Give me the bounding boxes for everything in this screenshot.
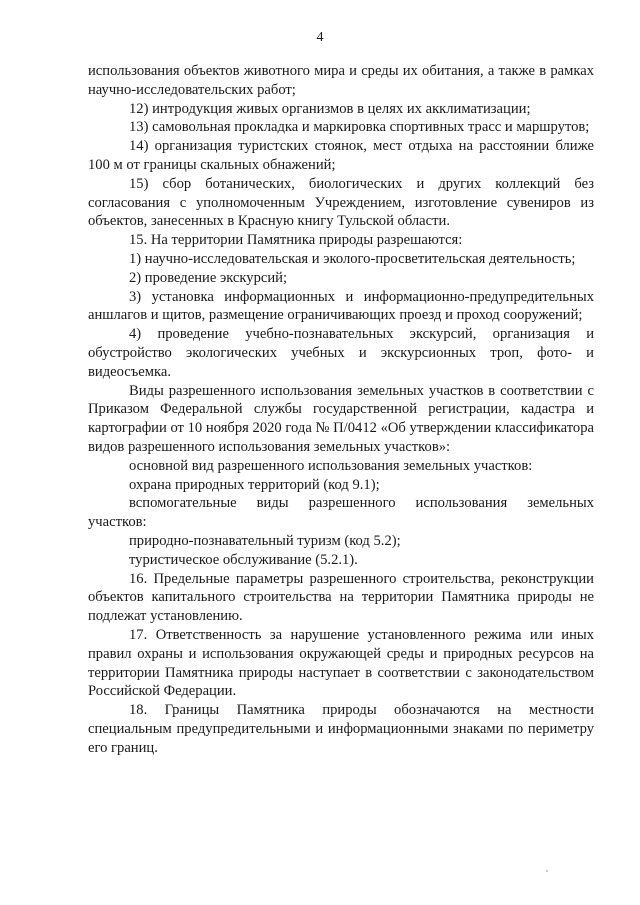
paragraph-allowed-4: 4) проведение учебно-познавательных экскурсий, организация и обустройство экологических учебных и экскурсионных троп, фото- и видеосъемка.	[88, 326, 594, 380]
paragraph-item-13: 13) самовольная прокладка и маркировка спортивных трасс и маршрутов;	[129, 119, 590, 136]
paragraph-item-15-prohibited: 15) сбор ботанических, биологических и других коллекций без согласования с уполномоченным Учреждением, изготовление сувениров из объектов, занесенных в Красную книгу Тульской области.	[88, 175, 594, 230]
page-number: 4	[316, 30, 324, 45]
paragraph-section-15: 15. На территории Памятника природы разрешаются:	[129, 232, 463, 249]
paragraph-auxiliary-use-item-2: туристическое обслуживание (5.2.1).	[129, 551, 358, 568]
paragraph-item-14: 14) организация туристских стоянок, мест отдыха на расстоянии ближе 100 м от границы скальных обнажений;	[88, 138, 594, 173]
paragraph-main-use-heading: основной вид разрешенного использования земельных участков:	[129, 457, 533, 474]
paragraph-auxiliary-use-item-1: природно-познавательный туризм (код 5.2);	[129, 532, 401, 549]
scan-speck	[546, 870, 548, 872]
paragraph-continuation: использования объектов животного мира и среды их обитания, а также в рамках научно-исследовательских работ;	[88, 63, 594, 98]
paragraph-auxiliary-use-heading-end: участков:	[88, 514, 147, 531]
paragraph-item-12: 12) интродукция живых организмов в целях их акклиматизации;	[129, 100, 531, 117]
paragraph-allowed-1: 1) научно-исследовательская и эколого-просветительская деятельность;	[129, 250, 576, 267]
paragraph-section-16: 16. Предельные параметры разрешенного строительства, реконструкции объектов капитального строительства на территории Памятника природы не подлежат установлению.	[88, 570, 594, 625]
paragraph-land-use-types: Виды разрешенного использования земельных участков в соответствии с Приказом Федеральной службы государственной регистрации, кадастра и картографии от 10 ноября 2020 года № П/0412 «Об утверждении классификатора видов разрешенного использования земельных участков»:	[88, 382, 594, 455]
paragraph-main-use-item: охрана природных территорий (код 9.1);	[129, 476, 380, 493]
paragraph-section-18: 18. Границы Памятника природы обозначаются на местности специальным предупредительными и информационными знаками по периметру его границ.	[88, 702, 594, 756]
document-body	[88, 62, 594, 757]
paragraph-auxiliary-use-heading: вспомогательные виды разрешенного использования земельных	[129, 495, 594, 512]
paragraph-allowed-2: 2) проведение экскурсий;	[129, 269, 288, 286]
paragraph-section-17: 17. Ответственность за нарушение установленного режима или иных правил охраны и использования окружающей среды и природных ресурсов на территории Памятника природы наступает в соответствии с законодательством Российской Федерации.	[88, 626, 594, 700]
paragraph-allowed-3: 3) установка информационных и информационно-предупредительных аншлагов и щитов, размещение ограничивающих проезд и проход сооружений;	[88, 288, 594, 324]
